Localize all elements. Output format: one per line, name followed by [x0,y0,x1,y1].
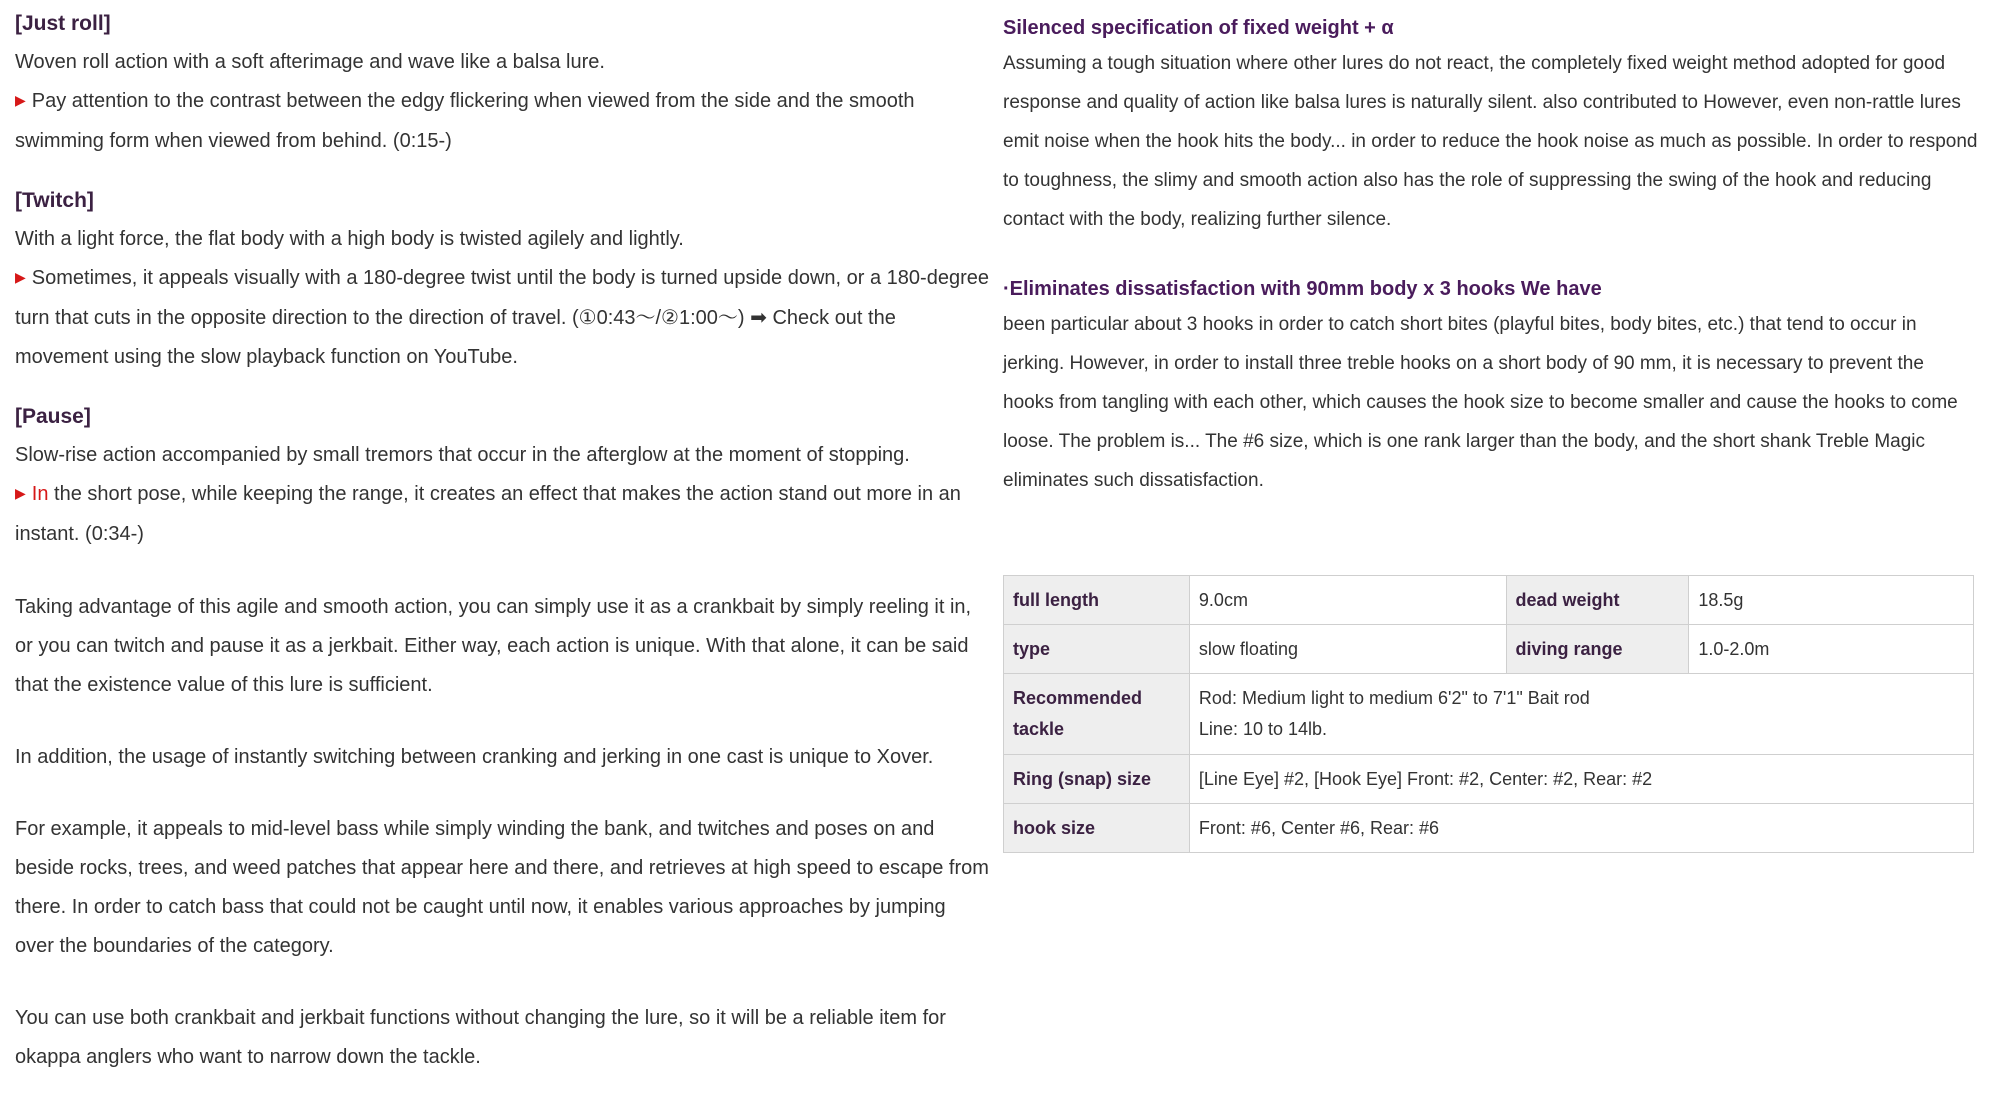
spec-value-dead-weight: 18.5g [1689,576,1974,625]
left-column [15,0,990,1077]
spec-label-dead-weight: dead weight [1506,576,1689,625]
silenced-spec-title: Silenced specification of fixed weight + α [1003,17,1394,39]
spec-row [1004,625,1974,674]
twitch-note-text: Sometimes, it appeals visually with a 180-degree twist until the body is turned upside down, or a 180-degree turn that cuts in the opposite direction to the direction of travel. (①0:43〜/②1:00〜) ➡ Check out the movement using the slow playback function on YouTube. [15,267,989,368]
spec-value-type: slow floating [1189,625,1506,674]
spec-row [1004,804,1974,853]
twitch-description: With a light force, the flat body with a high body is twisted agilely and lightly. [15,228,684,250]
right-column [1003,0,1978,500]
just-roll-note [15,82,990,161]
silenced-spec-body: Assuming a tough situation where other lures do not react, the completely fixed weight method adopted for good response and quality of action like balsa lures is naturally silent. also contributed to However, even non-rattle lures emit noise when the hook hits the body... in order to reduce the hook noise as much as possible. In order to respond to toughness, the slimy and smooth action also has the role of suppressing the swing of the hook and reducing contact with the body, realizing further silence. [1003,53,1978,230]
pause-note [15,475,990,554]
spec-label-hook-size: hook size [1004,804,1190,853]
section-title-pause: [Pause] [15,405,91,428]
spec-label-ring-size: Ring (snap) size [1004,755,1190,804]
spec-tackle-line: Line: 10 to 14lb. [1198,719,1328,739]
spec-table [1003,575,1974,853]
section-silenced-spec [1003,12,1978,239]
paragraph-example: For example, it appeals to mid-level bass while simply winding the bank, and twitches and poses on and beside rocks, trees, and weed patches that appear here and there, and retrieves at high speed to escape from there. In order to catch bass that could not be caught until now, it enables various approaches by jumping over the boundaries of the category. [15,818,989,957]
spec-tackle-rod: Rod: Medium light to medium 6'2" to 7'1" Bait rod [1198,688,1590,708]
spec-label-full-length: full length [1004,576,1190,625]
spec-value-diving-range: 1.0-2.0m [1689,625,1974,674]
just-roll-description: Woven roll action with a soft afterimage and wave like a balsa lure. [15,51,605,73]
section-pause [15,397,990,554]
red-triangle-icon: ▶ [15,92,26,108]
section-title-just-roll: [Just roll] [15,12,111,35]
twitch-note [15,259,990,377]
section-twitch [15,181,990,377]
red-triangle-icon: ▶ [15,485,26,501]
section-three-hooks [1003,273,1978,500]
three-hooks-title: ·Eliminates dissatisfaction with 90mm body x 3 hooks We have [1003,278,1602,300]
spec-row [1004,755,1974,804]
paragraph-agile-action: Taking advantage of this agile and smooth action, you can simply use it as a crankbait by simply reeling it in, or you can twitch and pause it as a jerkbait. Either way, each action is unique. With that alone, it can be said that the existence value of this lure is sufficient. [15,596,972,696]
section-title-twitch: [Twitch] [15,189,94,212]
pause-note-text: the short pose, while keeping the range, it creates an effect that makes the action stand out more in an instant. (0:34-) [15,483,961,545]
red-triangle-icon: ▶ [15,269,26,285]
spec-row [1004,674,1974,755]
three-hooks-body: been particular about 3 hooks in order to catch short bites (playful bites, body bites, etc.) that tend to occur in jerking. However, in order to install three treble hooks on a short body of 90 mm, it is necessary to prevent the hooks from tangling with each other, which causes the hook size to become smaller and cause the hooks to come loose. The problem is... The #6 size, which is one rank larger than the body, and the short shank Treble Magic eliminates such dissatisfaction. [1003,314,1958,491]
spec-label-diving-range: diving range [1506,625,1689,674]
pause-note-red-word: In [31,483,49,505]
section-just-roll [15,4,990,161]
pause-description: Slow-rise action accompanied by small tremors that occur in the afterglow at the moment of stopping. [15,444,910,466]
just-roll-note-text: Pay attention to the contrast between the edgy flickering when viewed from the side and the smooth swimming form when viewed from behind. (0:15-) [15,90,915,152]
spec-row [1004,576,1974,625]
paragraph-one-cast: In addition, the usage of instantly switching between cranking and jerking in one cast is unique to Xover. [15,746,934,768]
spec-value-full-length: 9.0cm [1189,576,1506,625]
spec-value-hook-size: Front: #6, Center #6, Rear: #6 [1189,804,1973,853]
spec-value-tackle [1189,674,1973,755]
paragraph-reliable-item: You can use both crankbait and jerkbait functions without changing the lure, so it will be a reliable item for okappa anglers who want to narrow down the tackle. [15,1007,946,1068]
spec-label-tackle: Recommended tackle [1004,674,1190,755]
spec-value-ring-size: [Line Eye] #2, [Hook Eye] Front: #2, Center: #2, Rear: #2 [1189,755,1973,804]
spec-label-type: type [1004,625,1190,674]
